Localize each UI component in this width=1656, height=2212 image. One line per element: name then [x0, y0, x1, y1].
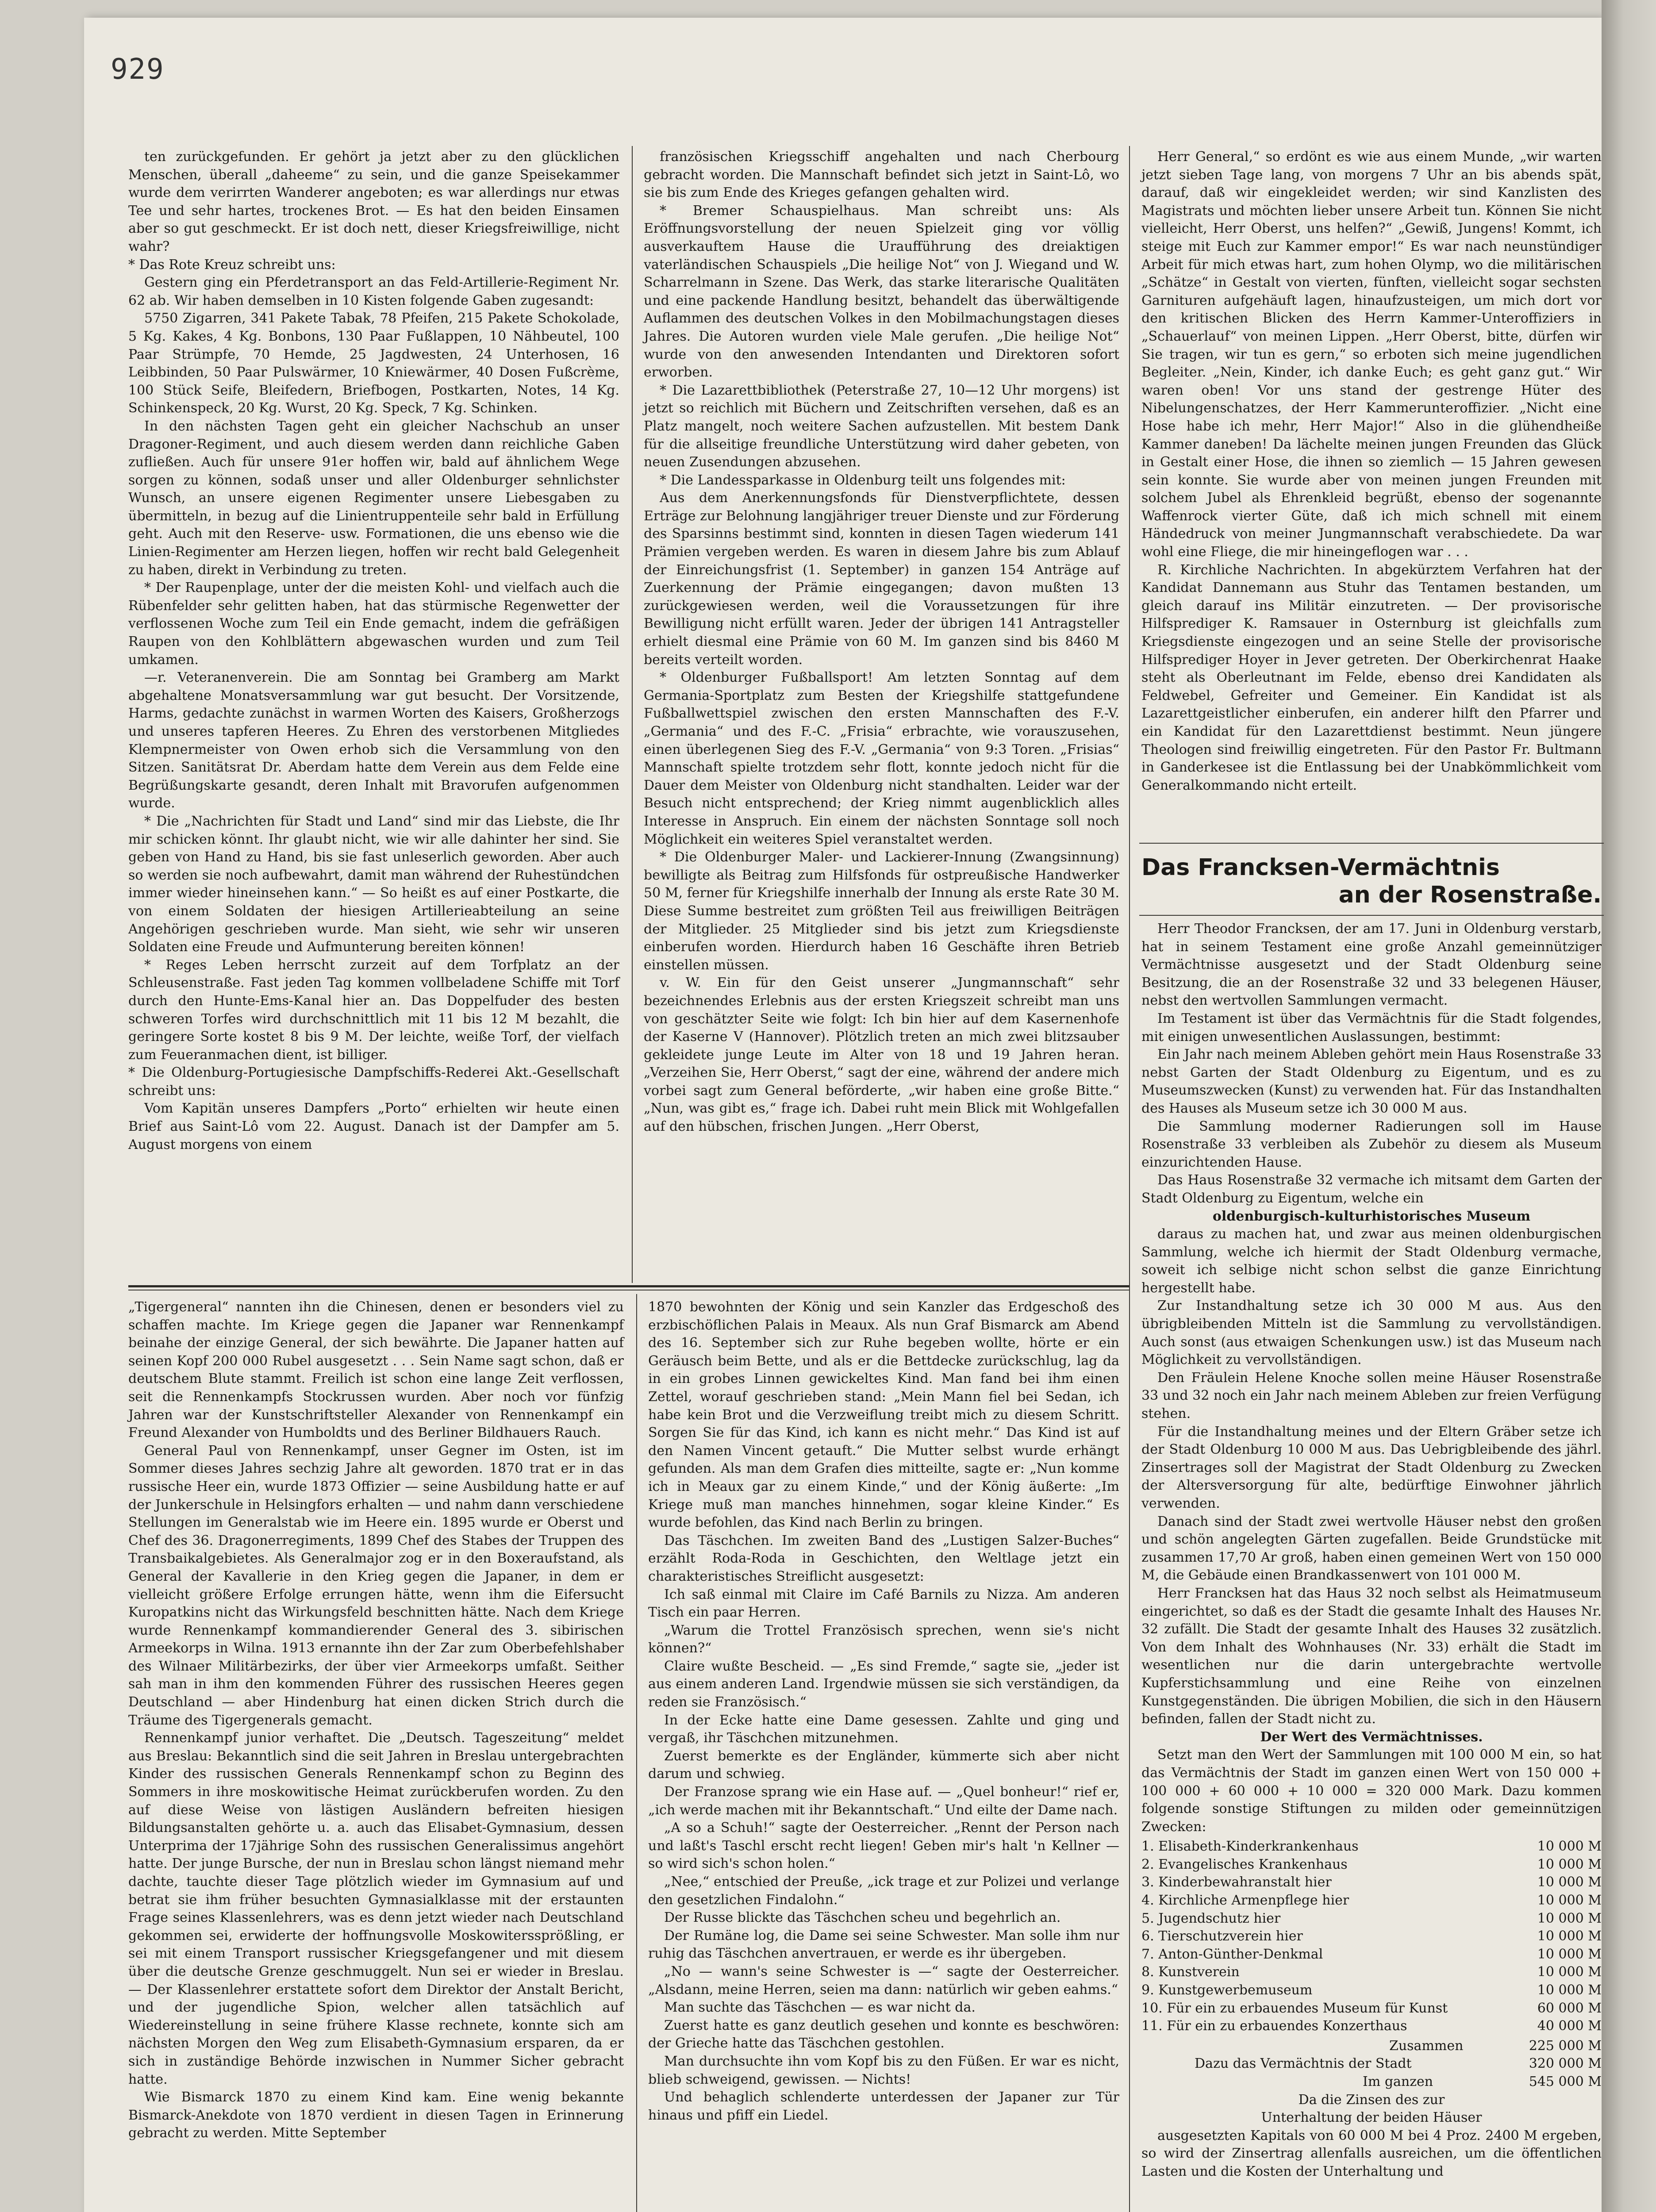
paragraph: Der Franzose sprang wie ein Hase auf. — „Quel bonheur!“ rief er, „ich werde machen mit ihr Bekanntschaft.“ Und eilte der Dame nach.	[648, 1784, 1119, 1818]
paragraph: „Tigergeneral“ nannten ihn die Chinesen, denen er besonders viel zu schaffen machte. Im Kriege gegen die Japaner war Rennenkampf beinahe der einzige General, der sich bewährte. Die Japaner hatten auf seinen Kopf 200 000 Rubel ausgesetzt . . . Sein Name sagt schon, daß er deutschem Blute stammt. Freilich ist schon eine lange Zeit verflossen, seit die Rennenkampfs Stockrussen wurden. Aber noch vor fünfzig Jahren war der Kunstschriftsteller Alexander von Rennenkampf ein Freund Alexander von Humboldts und des Berliner Bildhauers Rauch.	[128, 1299, 624, 1441]
row-amount: 10 000 M	[1537, 1910, 1602, 1926]
row-item: 8. Kunstverein	[1141, 1964, 1240, 1980]
table-row	[1141, 1982, 1602, 2000]
row-amount: 10 000 M	[1537, 1946, 1602, 1962]
row-item: 10. Für ein zu erbauendes Museum für Kunst	[1141, 2000, 1448, 2016]
paragraph: „Nee,“ entschied der Preuße, „ick trage et zur Polizei und verlange den gesetzlichen Findalohn.“	[648, 1874, 1119, 1908]
headline-line-2: an der Rosenstraße.	[1338, 882, 1602, 908]
table-row	[1141, 2000, 1602, 2018]
paragraph: * Oldenburger Fußballsport! Am letzten Sonntag auf dem Germania-Sportplatz zum Besten der Kriegshilfe stattgefundene Fußballwettspiel zwischen den ersten Mannschaften des F.-V. „Germania“ und des F.-C. „Frisia“ erbrachte, wie vorauszusehen, einen überlegenen Sieg des F.-V. „Germania“ von 9:3 Toren. „Frisias“ Mannschaft spielte trotzdem sehr flott, konnte jedoch nicht für die Dauer dem Meister von Oldenburg nicht standhalten. Leider war der Besuch nicht entsprechend; der Krieg nimmt augenblicklich alles Interesse in Anspruch. Ein einem der nächsten Sonntage soll noch Möglichkeit ein weiteres Spiel veranstaltet werden.	[644, 670, 1119, 847]
paragraph: Zuerst bemerkte es der Engländer, kümmerte sich aber nicht darum und schwieg.	[648, 1748, 1119, 1782]
sum-label: Im ganzen	[1363, 2074, 1433, 2089]
table-row	[1141, 1856, 1602, 1874]
section-divider	[128, 1285, 1129, 1287]
paragraph: Setzt man den Wert der Sammlungen mit 100 000 M ein, so hat das Vermächtnis der Stadt im ganzen einen Wert von 150 000 + 100 000 + 60 000 + 10 000 = 320 000 Mark. Dazu kommen folgende sonstige Stiftungen zu milden oder gemeinnützigen Zwecken:	[1141, 1747, 1602, 1835]
row-amount: 10 000 M	[1537, 1964, 1602, 1980]
paragraph: In den nächsten Tagen geht ein gleicher Nachschub an unser Dragoner-Regiment, und auch diesem werden dann reichliche Gaben zufließen. Auch für unsere 91er hoffen wir, bald auf ähnlichem Wege sorgen zu können, sodaß unser und aller Oldenburger sehnlichster Wunsch, an unsere eigenen Regimenter unsere Liebesgaben zu übermitteln, in bezug auf die Linientruppenteile sehr bald in Erfüllung geht. Auch mit den Reserve- usw. Formationen, die uns ebenso wie die Linien-Regimenter am Herzen liegen, hoffen wir recht bald Gelegenheit zu haben, direkt in Verbindung zu treten.	[128, 418, 619, 578]
right-column	[1141, 920, 1602, 2181]
paragraph: v. W. Ein für den Geist unserer „Jungmannschaft“ sehr bezeichnendes Erlebnis aus der ersten Kriegszeit schreibt man uns von geschätzter Seite wie folgt: Ich bin hier auf dem Kasernenhofe der Kaserne V (Hannover). Plötzlich treten an mich zwei blitzsauber gekleidete junge Leute im Alter von 18 und 19 Jahren heran. „Verzeihen Sie, Herr Oberst,“ sagt der eine, während der andere mich vorbei sagt zum General beförderte, „wir haben eine große Bitte.“ „Nun, was gibt es,“ frage ich. Dabei ruht mein Blick mit Wohlgefallen auf den hübschen, frischen Jungen. „Herr Oberst,	[644, 975, 1119, 1135]
sum-row	[1141, 2037, 1602, 2055]
sum-row	[1141, 2055, 1602, 2073]
table-row	[1141, 1838, 1602, 1856]
paragraph: Das Täschchen. Im zweiten Band des „Lustigen Salzer-Buches“ erzählt Roda-Roda in Geschichten, den Weltlage jetzt ein charakteristisches Streiflicht ausgesetzt:	[648, 1532, 1119, 1584]
paragraph: 1870 bewohnten der König und sein Kanzler das Erdgeschoß des erzbischöflichen Palais in Meaux. Als nun Graf Bismarck am Abend des 16. September sich zur Ruhe begeben wollte, hörte er ein Geräusch beim Bette, und als er die Bettdecke zurückschlug, lag da in ein grobes Linnen gewickeltes Kind. Man fand bei ihm einen Zettel, worauf geschrieben stand: „Mein Mann fiel bei Sedan, ich habe kein Brot und die Verzweiflung treibt mich zu diesem Schritt. Sorgen Sie für das Kind, ich kann es nicht mehr.“ Das Kind ist auf den Namen Vincent getauft.“ Die Mutter selbst wurde erhängt gefunden. Als man dem Grafen dies mitteilte, sagte er: „Nun komme ich in Meaux gar zu einem Kinde,“ und der König äußerte: „Im Kriege muß man manches hinnehmen, sogar kleine Kinder.“ Es wurde befohlen, das Kind nach Berlin zu bringen.	[648, 1299, 1119, 1531]
row-amount: 40 000 M	[1537, 2018, 1602, 2034]
section-rule	[1139, 843, 1604, 844]
paragraph: Rennenkampf junior verhaftet. Die „Deutsch. Tageszeitung“ meldet aus Breslau: Bekanntlich sind die seit Jahren in Breslau untergebrachten Kinder des russischen Generals Rennenkampf schon zu Beginn des Sommers in ihre moskowitische Heimat zurückberufen worden. Zu den auf diese Weise von lästigen Ausländern befreiten hiesigen Bildungsanstalten gehörte u. a. auch das Elisabet-Gymnasium, dessen Unterprima der 17jährige Sohn des russischen Generalissimus angehört hatte. Der junge Bursche, der nun in Breslau schon längst niemand mehr dachte, tauchte dieser Tage plötzlich wieder im Gymnasium auf und betrat sie ihm früher besuchten Gymnasialklasse mit der erstaunten Frage seines Klassenlehrers, was es denn jetzt wieder nach Deutschland gekommen sei, erwiderte der hoffnungsvolle Moskowiterssprößling, er sei mit einem Transport russischer Kriegsgefangener und mit diesem über die deutsche Grenze geschmuggelt. Nun sei er wieder in Breslau. — Der Klassenlehrer erstattete sofort dem Direktor der Anstalt Bericht, und der jugendliche Spion, welcher allen tatsächlich auf Wiedereinstellung in seine frühere Klasse rechnete, konnte sich am nächsten Morgen den Weg zum Elisabeth-Gymnasium ersparen, da er sich in zuständige Behörde inzwischen in Nummer Sicher gebracht hatte.	[128, 1730, 624, 2087]
row-amount: 10 000 M	[1537, 1839, 1602, 1855]
paragraph: Im Testament ist über das Vermächtnis für die Stadt folgendes, mit einigen unwesentlichen Auslassungen, bestimmt:	[1141, 1010, 1602, 1045]
paragraph: * Reges Leben herrscht zurzeit auf dem Torfplatz an der Schleusenstraße. Fast jeden Tag kommen vollbeladene Schiffe mit Torf durch den Hunte-Ems-Kanal hier an. Das Doppelfuder des besten schweren Torfes wird durchschnittlich mit 11 bis 12 M bezahlt, die geringere Sorte kostet 8 bis 9 M. Der leichte, weiße Torf, der vielfach zum Feueranmachen dient, ist billiger.	[128, 957, 619, 1063]
row-item: 9. Kunstgewerbemuseum	[1141, 1982, 1313, 1998]
sum-amount: 545 000 M	[1529, 2074, 1602, 2089]
paragraph: daraus zu machen hat, und zwar aus meinen oldenburgischen Sammlung, welche ich hiermit der Stadt Oldenburg vermache, soweit ich selbige nicht schon selbst die ganze Einrichtung hergestellt habe.	[1141, 1226, 1602, 1296]
paragraph: Herr General,“ so erdönt es wie aus einem Munde, „wir warten jetzt sieben Tage lang, von morgens 7 Uhr an bis abends spät, darauf, daß wir eingekleidet werden; wir sind Kanzlisten des Magistrats und möchten lieber unsere Arbeit tun. Können Sie nicht vielleicht, Herr Oberst, uns helfen?“ „Gewiß, Jungens! Kommt, ich steige mit Euch zur Kammer empor!“ Es war nach neunstündiger Arbeit für mich etwas hart, zum hohen Olymp, wo die militärischen „Schätze“ in Gestalt von vierten, fünften, vielleicht sogar sechsten Garnituren aufgehäuft lagen, hinaufzusteigen, um mich dort vor den kritischen Blicken des Herrn Kammer-Unteroffiziers in „Schauerlauf“ von meinen Lippen. „Herr Oberst, bitte, dürfen wir Sie tragen, wir tun es gern,“ so erboten sich meine jugendlichen Begleiter. „Nein, Kinder, ich danke Euch; es geht ganz gut.“ Wir waren oben! Vor uns stand der gestrenge Hüter des Nibelungenschatzes, der Herr Kammerunteroffizier. „Nicht eine Hose habe ich mehr, Herr Major!“ Also in die glühendheiße Kammer daneben! Da lächelte meinen jungen Freunden das Glück in Gestalt einer Hose, die ihnen so ziemlich — 15 Jahren gewesen sein konnte. Sie wurde aber von meinen jungen Freunden mit solchem Jubel als Ehrenkleid begrüßt, ebenso der sogenannte Waffenrock vierter Güte, daß ich mich schnell mit einem Händedruck von meiner Jungmannschaft verabschiedete. Da war wohl eine Fliege, die mir hineingeflogen war . . .	[1141, 149, 1602, 560]
headline-line-1: Das Francksen-Vermächtnis	[1141, 854, 1500, 881]
row-item: 1. Elisabeth-Kinderkrankenhaus	[1141, 1839, 1359, 1855]
top-column-2	[644, 148, 1119, 1136]
paragraph: Herr Francksen hat das Haus 32 noch selbst als Heimatmuseum eingerichtet, so daß es der Stadt die gesamte Inhalt des Hauses Nr. 32 zufällt. Die Stadt der gesamte Inhalt des Hauses 32 zusätzlich. Von dem Inhalt des Wohnhauses (Nr. 33) erhält die Stadt im wesentlichen nur die darin untergebrachte wertvolle Kupferstichsammlung und eine Reihe von einzelnen Kunstgegenständen. Die übrigen Mobilien, die sich in den Häusern befinden, fallen der Stadt nicht zu.	[1141, 1585, 1602, 1727]
paragraph: Man durchsuchte ihn vom Kopf bis zu den Füßen. Er war es nicht, blieb schweigend, gewissen. — Nichts!	[648, 2053, 1119, 2087]
top-column-1	[128, 148, 619, 1154]
paragraph: * Die Oldenburger Maler- und Lackierer-Innung (Zwangsinnung) bewilligte als Beitrag zum Hilfsfonds für ostpreußische Handwerker 50 M, ferner für Kriegshilfe innerhalb der Innung als erste Rate 30 M. Diese Summe bestreitet zum größten Teil aus freiwilligen Beiträgen der Mitglieder. 25 Mitglieder sind bis jetzt zum Kriegsdienste einberufen worden. Hierdurch haben 16 Geschäfte ihren Betrieb einstellen müssen.	[644, 849, 1119, 973]
paragraph: Claire wußte Bescheid. — „Es sind Fremde,“ sagte sie, „jeder ist aus einem anderen Land. Irgendwie müssen sie sich verständigen, da reden sie Französisch.“	[648, 1658, 1119, 1710]
table-row	[1141, 2017, 1602, 2035]
paragraph: Da die Zinsen des zur	[1298, 2092, 1445, 2108]
table-row	[1141, 1910, 1602, 1928]
top-column-3	[1141, 148, 1602, 795]
paragraph: * Die „Nachrichten für Stadt und Land“ sind mir das Liebste, die Ihr mir schicken könnt. Ihr glaubt nicht, wie wir alle dahinter her sind. Sie geben von Hand zu Hand, bis sie fast unleserlich geworden. Aber auch so werden sie noch aufbewahrt, damit man während der Ruhestündchen immer wieder hineinsehen kann.“ — So heißt es auf einer Postkarte, die von einem Soldaten der hiesigen Artillerieabteilung an seine Angehörigen geschrieben wurde. Man sieht, wie sehr wir unseren Soldaten eine Freude und Aufmunterung bereiten können!	[128, 813, 619, 955]
bottom-column-2	[648, 1298, 1119, 2124]
paragraph: * Die Landessparkasse in Oldenburg teilt uns folgendes mit:	[660, 472, 1066, 488]
paragraph: * Bremer Schauspielhaus. Man schreibt uns: Als Eröffnungsvorstellung der neuen Spielzeit ging vor völlig ausverkauftem Hause die Uraufführung des dreiaktigen vaterländischen Schauspiels „Die heilige Not“ von J. Wiegand und W. Scharrelmann in Szene. Das Werk, das starke literarische Qualitäten und eine packende Handlung besitzt, behandelt das überwältigende Auflammen des deutschen Volkes in den Mobilmachungstagen dieses Jahres. Die Autoren wurden viele Male gerufen. „Die heilige Not“ wurde von den anwesenden Intendanten und Direktoren sofort erworben.	[644, 203, 1119, 380]
paragraph: Den Fräulein Helene Knoche sollen meine Häuser Rosenstraße 33 und 32 noch ein Jahr nach meinem Ableben zur freien Verfügung stehen.	[1141, 1370, 1602, 1422]
sum-label: Zusammen	[1389, 2038, 1464, 2054]
row-item: 7. Anton-Günther-Denkmal	[1141, 1946, 1323, 1962]
paragraph: In der Ecke hatte eine Dame gesessen. Zahlte und ging und vergaß, ihr Täschchen mitzunehmen.	[648, 1712, 1119, 1746]
column-rule	[632, 146, 633, 1283]
paragraph: * Das Rote Kreuz schreibt uns:	[128, 257, 336, 273]
row-item: 2. Evangelisches Krankenhaus	[1141, 1856, 1348, 1872]
paragraph: Danach sind der Stadt zwei wertvolle Häuser nebst den großen und schön angelegten Gärten zugefallen. Beide Grundstücke mit zusammen 17,70 Ar groß, haben einen gemeinen Wert von 150 000 M, die Gebäude einen Brandkassenwert von 101 000 M.	[1141, 1513, 1602, 1583]
table-row	[1141, 1892, 1602, 1910]
bottom-column-1	[128, 1298, 624, 2143]
paragraph: * Die Oldenburg-Portugiesische Dampfschiffs-Rederei Akt.-Gesellschaft schreibt uns:	[128, 1065, 619, 1098]
section-rule	[1139, 915, 1604, 916]
paragraph: Für die Instandhaltung meines und der Eltern Gräber setze ich der Stadt Oldenburg 10 000 M aus. Das Uebrigbleibende des jährl. Zinsertrages soll der Magistrat der Stadt Oldenburg zu Zwecken der Altersversorgung für alte, bedürftige Einwohner jährlich verwenden.	[1141, 1424, 1602, 1511]
paragraph: Gestern ging ein Pferdetransport an das Feld-Artillerie-Regiment Nr. 62 ab. Wir haben demselben in 10 Kisten folgende Gaben zugesandt:	[128, 275, 619, 308]
paragraph: „No — wann's seine Schwester is —“ sagte der Oesterreicher. „Alsdann, meine Herren, seien ma dann: natürlich wir geben eahms.“	[648, 1963, 1119, 1997]
article-headline	[1141, 854, 1610, 909]
paragraph: Der Russe blickte das Täschchen scheu und begehrlich an.	[664, 1910, 1061, 1926]
row-item: 11. Für ein zu erbauendes Konzerthaus	[1141, 2018, 1407, 2034]
row-amount: 60 000 M	[1537, 2000, 1602, 2016]
row-item: 3. Kinderbewahranstalt hier	[1141, 1874, 1332, 1890]
row-item: 6. Tierschutzverein hier	[1141, 1928, 1303, 1944]
paragraph: —r. Veteranenverein. Die am Sonntag bei Gramberg am Markt abgehaltene Monatsversammlung war gut besucht. Der Vorsitzende, Harms, gedachte zunächst in warmen Worten des Kaisers, Großherzogs und unseres tapferen Heeres. Zu Ehren des verstorbenen Mitgliedes Klempnermeister von Owen erhob sich die Versammlung von den Sitzen. Sanitätsrat Dr. Aberdam hatte dem Verein aus dem Felde eine Begrüßungskarte gesandt, deren Inhalt mit Bravorufen aufgenommen wurde.	[128, 670, 619, 811]
row-amount: 10 000 M	[1537, 1893, 1602, 1909]
paragraph: Wie Bismarck 1870 zu einem Kind kam. Eine wenig bekannte Bismarck-Anekdote von 1870 verdient in diesen Tagen in Erinnerung gebracht zu werden. Mitte September	[128, 2089, 624, 2141]
legacy-table	[1141, 1838, 1602, 2035]
row-item: 5. Jugendschutz hier	[1141, 1910, 1281, 1926]
paragraph: Das Haus Rosenstraße 32 vermache ich mitsamt dem Garten der Stadt Oldenburg zu Eigentum, welche ein	[1141, 1172, 1602, 1206]
paragraph: oldenburgisch-kulturhistorisches Museum	[1212, 1208, 1531, 1224]
sum-label: Dazu das Vermächtnis der Stadt	[1195, 2056, 1412, 2072]
paragraph: R. Kirchliche Nachrichten. In abgekürztem Verfahren hat der Kandidat Dannemann aus Stuhr das Tentamen bestanden, um gleich darauf ins Militär einzutreten. — Der provisorische Hilfsprediger K. Ramsauer in Osternburg ist gleichfalls zum Kriegsdienste eingezogen und an seine Stelle der provisorische Hilfsprediger Hoyer in Jever getreten. Der Oberkirchenrat Haake steht als Oberleutnant im Felde, ebenso drei Kandidaten als Feldwebel, Gefreiter und Gemeiner. Ein Kandidat ist als Lazarettgeistlicher einberufen, ein anderer hilft den Pfarrer und ein Kandidat für den Lazarettdienst bestimmt. Neun jüngere Theologen sind freiwillig eingetreten. Für den Pastor Fr. Bultmann in Ganderkesee ist die Entlassung bei der Unabkömmlichkeit vom Generalkommando nicht erteilt.	[1141, 562, 1602, 793]
paragraph: Herr Theodor Francksen, der am 17. Juni in Oldenburg verstarb, hat in seinem Testament eine große Anzahl gemeinnütziger Vermächtnisse ausgesetzt und der Stadt Oldenburg seine Besitzung, die an der Rosenstraße 32 und 33 belegenen Häuser, nebst den wertvollen Sammlungen vermacht.	[1141, 921, 1602, 1009]
paragraph: Ich saß einmal mit Claire im Café Barnils zu Nizza. Am anderen Tisch ein paar Herren.	[648, 1586, 1119, 1621]
sum-row	[1141, 2073, 1602, 2091]
row-item: 4. Kirchliche Armenpflege hier	[1141, 1893, 1349, 1909]
paragraph: „Warum die Trottel Französisch sprechen, wenn sie's nicht können?“	[648, 1622, 1119, 1656]
paragraph: Unterhaltung der beiden Häuser	[1261, 2110, 1482, 2126]
table-row	[1141, 1928, 1602, 1946]
paragraph: ten zurückgefunden. Er gehört ja jetzt aber zu den glücklichen Menschen, überall „daheeme“ zu sein, und die ganze Speisekammer wurde dem verirrten Wanderer angeboten; es war allerdings nur etwas Tee und sehr hartes, trockenes Brot. — Es hat den beiden Einsamen aber so gut geschmeckt. Er ist doch nett, dieser Kriegsfreiwillige, nicht wahr?	[128, 149, 619, 254]
paragraph: Ein Jahr nach meinem Ableben gehört mein Haus Rosenstraße 33 nebst Garten der Stadt Oldenburg zu Eigentum, und es zu Museumszwecken (Kunst) zu verwenden hat. Für das Instandhalten des Hauses als Museum setze ich 30 000 M aus.	[1141, 1047, 1602, 1116]
paragraph: ausgesetzten Kapitals von 60 000 M bei 4 Proz. 2400 M ergeben, so wird der Zinsertrag allenfalls ausreichen, um die öffentlichen Lasten und die Kosten der Unterhaltung und	[1141, 2128, 1602, 2179]
paragraph: Man suchte das Täschchen — es war nicht da.	[664, 2000, 976, 2016]
table-row	[1141, 1874, 1602, 1892]
paragraph: „A so a Schuh!“ sagte der Oesterreicher. „Rennt der Person nach und laßt's Taschl erscht recht liegen! Geben mir's halt 'n Kellner — so wird sich's schon holen.“	[648, 1820, 1119, 1872]
paragraph: * Die Lazarettbibliothek (Peterstraße 27, 10—12 Uhr morgens) ist jetzt so reichlich mit Büchern und Zeitschriften versehen, daß es an Platz mangelt, noch weitere Sachen aufzustellen. Mit bestem Dank für die allseitige freundliche Unterstützung wird daher gebeten, von neuen Zusendungen abzusehen.	[644, 382, 1119, 470]
paragraph: General Paul von Rennenkampf, unser Gegner im Osten, ist im Sommer dieses Jahres sechzig Jahre alt geworden. 1870 trat er in das russische Heer ein, wurde 1873 Offizier — seine Ausbildung hatte er auf der Junkerschule in Helsingfors erhalten — und nahm dann verschiedene Stellungen im Generalstab wie im Heere ein. 1895 wurde er Oberst und Chef des 36. Dragonerregiments, 1899 Chef des Stabes der Truppen des Transbaikalgebietes. Als Generalmajor zog er in den Boxeraufstand, als General der Kavallerie in den Krieg gegen die Japaner, in dem er vielleicht größere Erfolge errungen hätte, wenn ihm die Eifersucht Kuropatkins nicht das Wirkungsfeld beschnitten hätte. Nach dem Kriege wurde Rennenkampf kommandierender General des 3. sibirischen Armeekorps in Wilna. 1913 ernannte ihn der Zar zum Oberbefehlshaber des Wilnaer Militärbezirks, der über vier Armeekorps umfaßt. Seither sah man in ihm den kommenden Führer des russischen Heeres gegen Deutschland — aber Hindenburg hat einen dicken Strich durch die Träume des Tigergenerals gemacht.	[128, 1443, 624, 1728]
row-amount: 10 000 M	[1537, 1982, 1602, 1998]
row-amount: 10 000 M	[1537, 1928, 1602, 1944]
paragraph: 5750 Zigarren, 341 Pakete Tabak, 78 Pfeifen, 215 Pakete Schokolade, 5 Kg. Kakes, 4 Kg. Bonbons, 130 Paar Fußlappen, 10 Nähbeutel, 100 Paar Strümpfe, 70 Hemde, 25 Jagdwesten, 24 Unterhosen, 16 Leibbinden, 50 Paar Pulswärmer, 10 Kniewärmer, 40 Dosen Fußcrème, 100 Stück Seife, Bleifedern, Briefbogen, Postkarten, Notes, 14 Kg. Schinkenspeck, 20 Kg. Wurst, 20 Kg. Speck, 7 Kg. Schinken.	[128, 311, 619, 416]
paragraph: Vom Kapitän unseres Dampfers „Porto“ erhielten wir heute einen Brief aus Saint-Lô vom 22. August. Danach ist der Dampfer am 5. August morgens von einem	[128, 1101, 619, 1152]
paragraph: Zur Instandhaltung setze ich 30 000 M aus. Aus den übrigbleibenden Mitteln ist die Sammlung zu vervollständigen. Auch sonst (aus etwaigen Schenkungen usw.) ist das Museum nach Möglichkeit zu vervollständigen.	[1141, 1298, 1602, 1368]
column-rule	[1129, 146, 1130, 2212]
sum-amount: 320 000 M	[1529, 2056, 1602, 2072]
paragraph: französischen Kriegsschiff angehalten und nach Cherbourg gebracht worden. Die Mannschaft befindet sich jetzt in Saint-Lô, wo sie bis zum Ende des Krieges gefangen gehalten wird.	[644, 149, 1119, 201]
row-amount: 10 000 M	[1537, 1856, 1602, 1872]
sum-amount: 225 000 M	[1529, 2038, 1602, 2054]
paragraph: Zuerst hatte es ganz deutlich gesehen und konnte es beschwören: der Grieche hatte das Täschchen gestohlen.	[648, 2017, 1119, 2051]
paragraph: Die Sammlung moderner Radierungen soll im Hause Rosenstraße 33 verbleiben als Zubehör zu diesem als Museum einzurichtenden Hause.	[1141, 1118, 1602, 1170]
paragraph: Der Rumäne log, die Dame sei seine Schwester. Man solle ihm nur ruhig das Täschchen anvertrauen, er werde es ihr übergeben.	[648, 1928, 1119, 1962]
page-number: 929	[111, 53, 165, 86]
row-amount: 10 000 M	[1537, 1874, 1602, 1890]
table-row	[1141, 1963, 1602, 1982]
paragraph: * Der Raupenplage, unter der die meisten Kohl- und vielfach auch die Rübenfelder sehr gelitten haben, hat das stürmische Regenwetter der verflossenen Woche zum Teil ein Ende gemacht, indem die gefräßigen Raupen von den Kohlblättern abgewaschen wurden und zum Teil umkamen.	[128, 580, 619, 668]
paragraph: Aus dem Anerkennungsfonds für Dienstverpflichtete, dessen Erträge zur Belohnung langjähriger treuer Dienste und zur Förderung des Sparsinns bestimmt sind, konnten in diesen Tagen wiederum 141 Prämien vergeben werden. Es waren in diesem Jahre bis zum Ablauf der Einreichungsfrist (1. September) in ganzen 154 Anträge auf Zuerkennung der Prämie eingegangen; davon mußten 13 zurückgewiesen werden, weil die Voraussetzungen für ihre Bewilligung nicht erfüllt waren. Jeder der übrigen 141 Antragsteller erhielt diesmal eine Prämie von 60 M. Im ganzen sind bis 8460 M bereits verteilt worden.	[644, 490, 1119, 668]
column-rule	[636, 1294, 637, 2212]
paragraph: Und behaglich schlenderte unterdessen der Japaner zur Tür hinaus und pfiff ein Liedel.	[648, 2089, 1119, 2123]
table-row	[1141, 1946, 1602, 1964]
binding-edge	[1602, 0, 1656, 2212]
paragraph: Der Wert des Vermächtnisses.	[1260, 1729, 1483, 1745]
